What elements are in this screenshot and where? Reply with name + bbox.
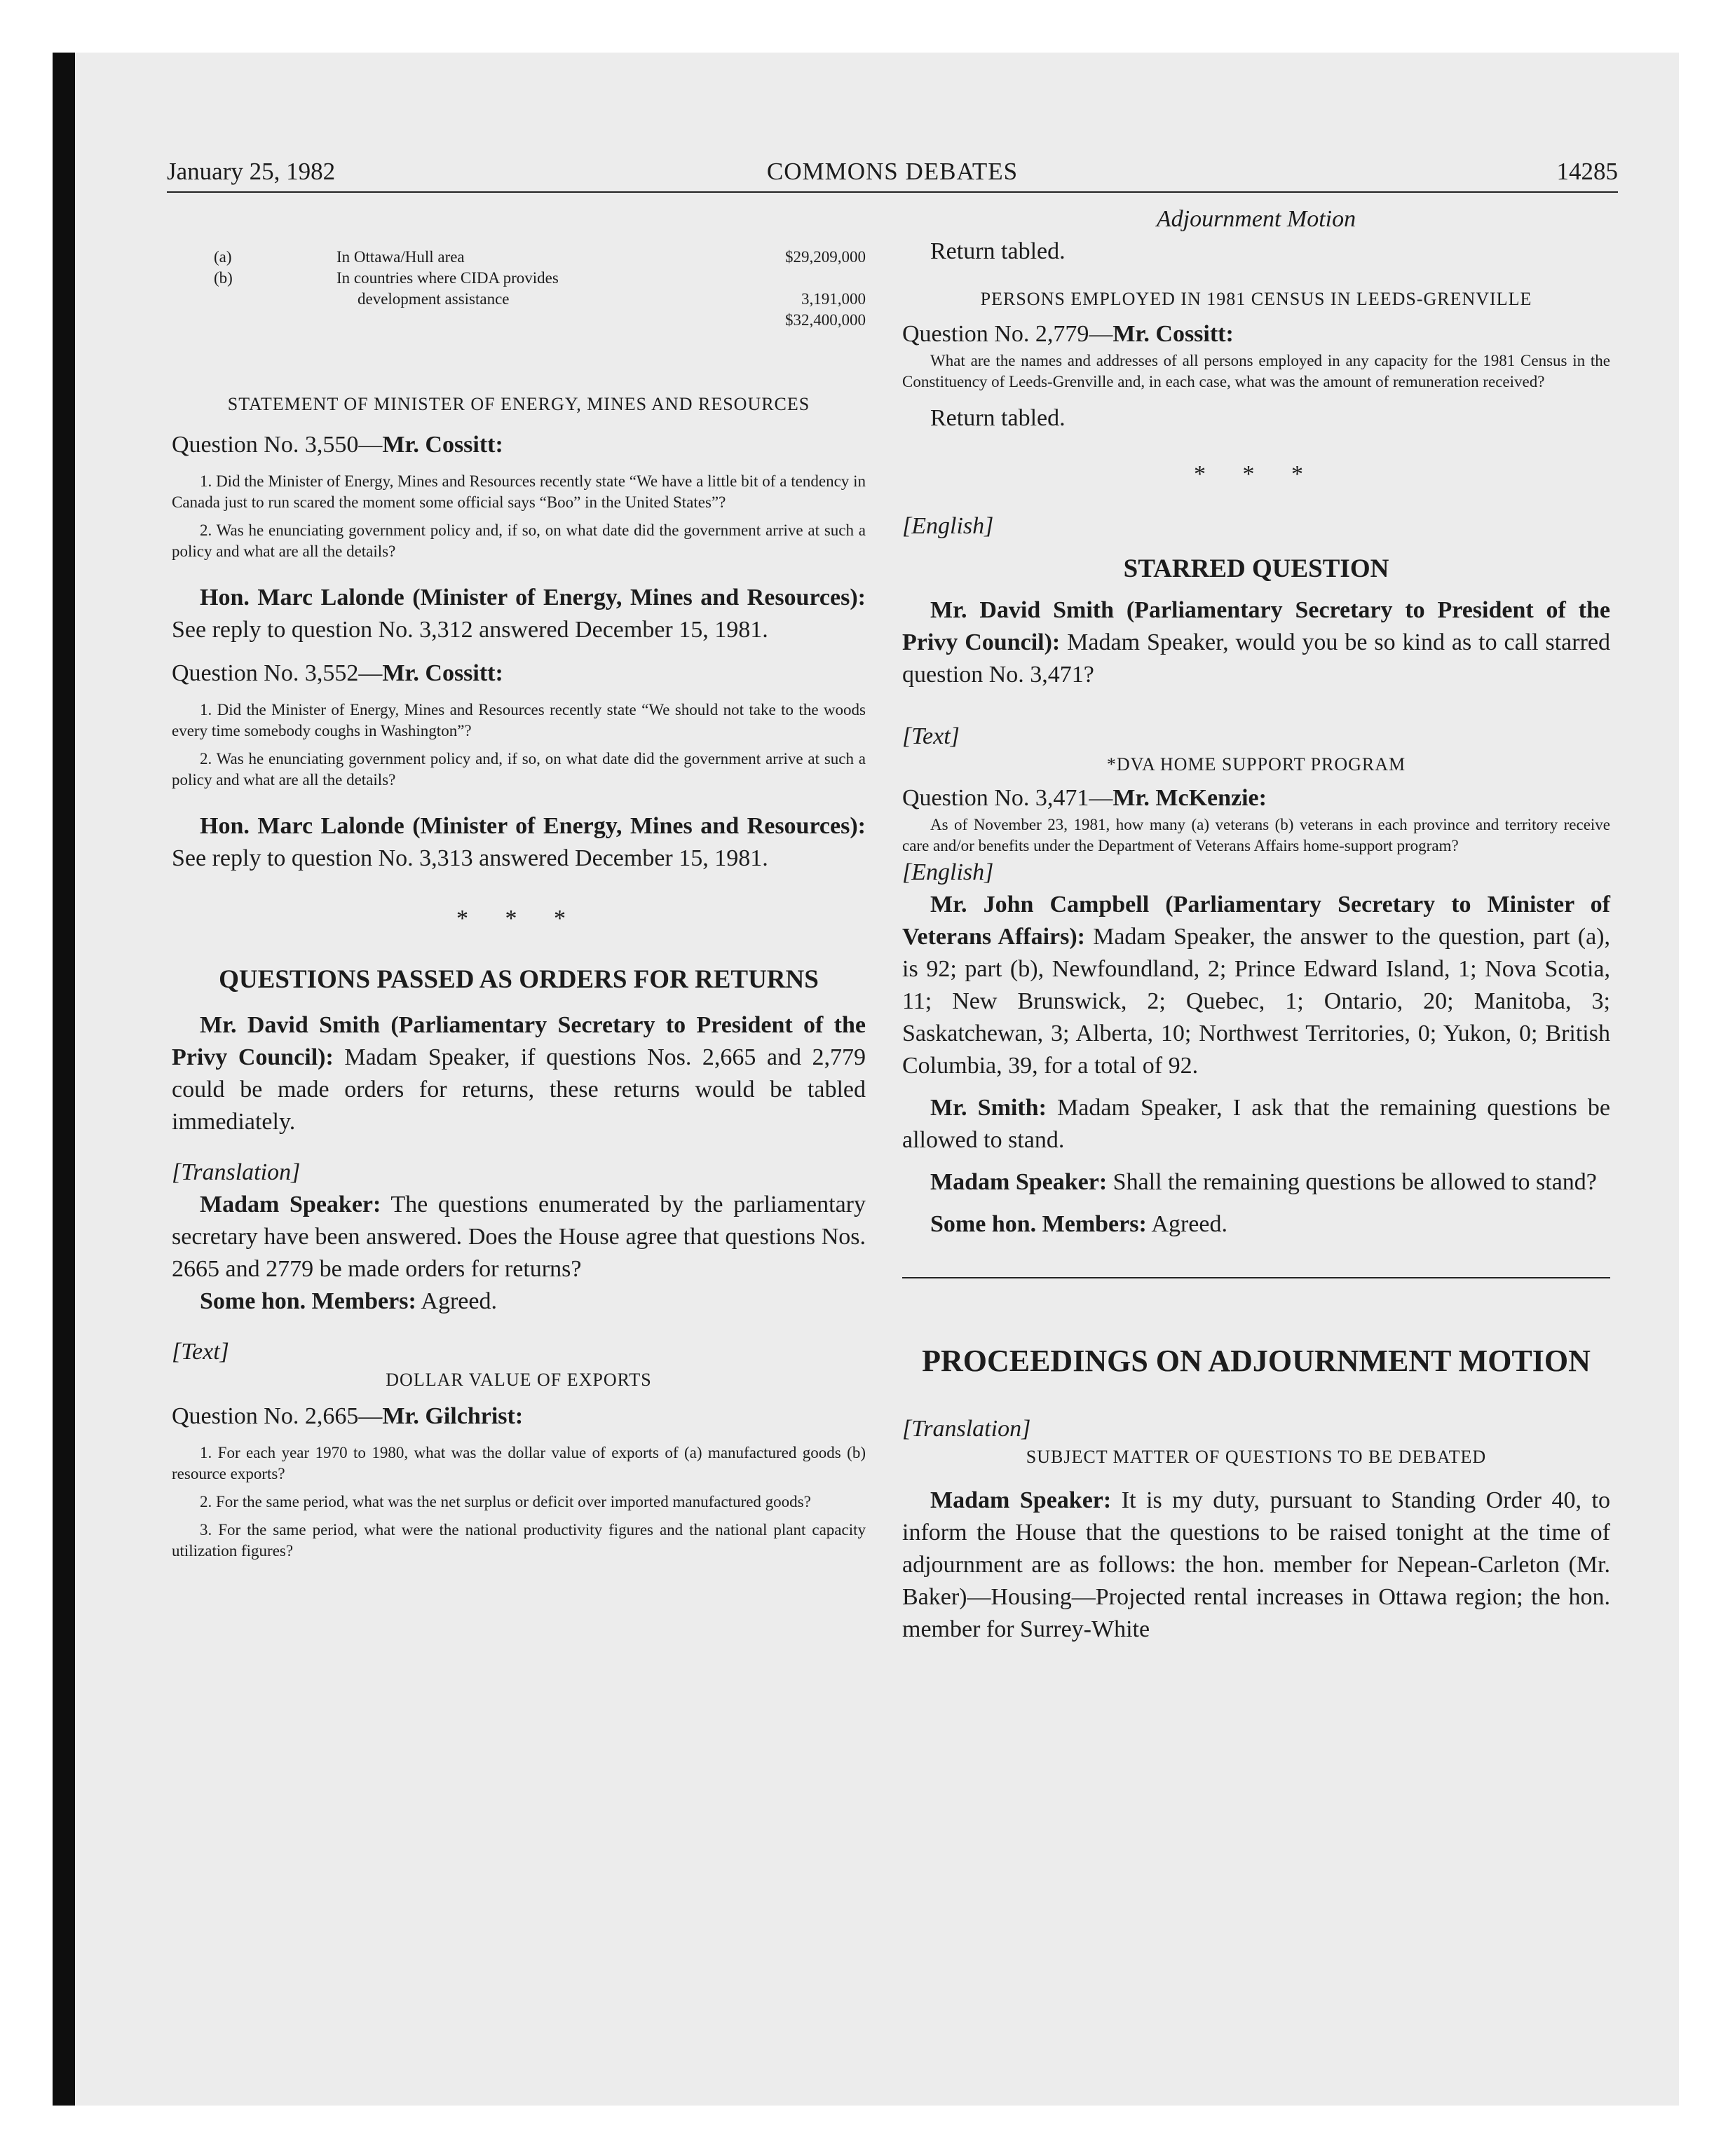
item-amount bbox=[705, 268, 866, 289]
statement-heading: STATEMENT OF MINISTER OF ENERGY, MINES AND RESOURCES bbox=[227, 394, 810, 414]
campbell-answer bbox=[902, 889, 1610, 1082]
speaker-statement bbox=[172, 1189, 866, 1285]
answer-text: See reply to question No. 3,313 answered December 15, 1981. bbox=[172, 845, 768, 871]
speaker-name: Mr. Smith: bbox=[930, 1095, 1047, 1121]
speaker-name: Some hon. Members: bbox=[930, 1211, 1147, 1237]
question-2665-part-2: 2. For the same period, what was the net surplus or deficit over imported manufactured goods? bbox=[200, 1493, 811, 1510]
question-3552-heading bbox=[172, 657, 866, 690]
speaker-name: Madam Speaker: bbox=[930, 1169, 1108, 1195]
speech-text: Madam Speaker, I ask that the remaining questions be allowed to stand. bbox=[902, 1095, 1611, 1153]
answer-3550 bbox=[172, 582, 866, 646]
section-separator-stars: * * * bbox=[1194, 461, 1319, 487]
question-2665-part-1: 1. For each year 1970 to 1980, what was the dollar value of exports of (a) manufactured goods (b) resource exports? bbox=[172, 1444, 866, 1482]
speech-text: Shall the remaining questions be allowed to stand? bbox=[1107, 1169, 1597, 1195]
exports-heading: DOLLAR VALUE OF EXPORTS bbox=[386, 1370, 652, 1390]
question-member: Mr. Gilchrist: bbox=[382, 1403, 524, 1429]
speech-text: Madam Speaker, if questions Nos. 2,665 and 2,779 could be made orders for returns, these returns would be tabled immediately. bbox=[172, 1044, 866, 1135]
subject-heading: SUBJECT MATTER OF QUESTIONS TO BE DEBATED bbox=[1026, 1447, 1487, 1467]
item-text: development assistance bbox=[358, 290, 510, 308]
speaker-name: Mr. John Campbell (Parliamentary Secretary to Minister of Veterans Affairs): bbox=[902, 892, 1610, 950]
smith-statement bbox=[172, 1009, 866, 1138]
speaker-name: Madam Speaker: bbox=[930, 1487, 1112, 1513]
question-3550-heading bbox=[172, 429, 866, 461]
speaker-name: Madam Speaker: bbox=[200, 1192, 381, 1217]
question-3550-part-1: 1. Did the Minister of Energy, Mines and Resources recently state “We have a little bit of a tendency in Canada just to run scared the moment some official says “Boo” in the United States”? bbox=[172, 472, 866, 511]
section-separator-stars: * * * bbox=[456, 906, 581, 932]
speaker-announcement bbox=[902, 1485, 1610, 1646]
header-title: COMMONS DEBATES bbox=[766, 158, 1019, 185]
right-column bbox=[902, 203, 1610, 1646]
answer-text: See reply to question No. 3,312 answered December 15, 1981. bbox=[172, 617, 768, 643]
table-row bbox=[172, 289, 866, 310]
running-head: Adjournment Motion bbox=[1156, 206, 1356, 232]
table-row bbox=[172, 268, 866, 289]
return-tabled: Return tabled. bbox=[930, 238, 1066, 264]
item-text: In Ottawa/Hull area bbox=[336, 248, 465, 266]
amounts-table bbox=[172, 247, 866, 310]
table-row bbox=[172, 247, 866, 268]
question-2779-text: What are the names and addresses of all persons employed in any capacity for the 1981 Census in the Constituency of Leeds-Grenville and, in each case, what was the amount of remuneration received? bbox=[902, 352, 1610, 390]
question-3471-text: As of November 23, 1981, how many (a) veterans (b) veterans in each province and territory receive care and/or benefits under the Department of Veterans Affairs home-support program? bbox=[902, 816, 1610, 854]
speech-text: The questions enumerated by the parliamentary secretary have been answered. Does the House agree that questions Nos. 2665 and 2779 be made orders for returns? bbox=[172, 1192, 866, 1282]
english-tag: [English] bbox=[902, 513, 994, 539]
item-amount: 3,191,000 bbox=[801, 290, 866, 308]
items-total: $32,400,000 bbox=[785, 311, 866, 329]
translation-tag: [Translation] bbox=[902, 1416, 1031, 1442]
speaker-question bbox=[902, 1166, 1610, 1199]
item-label: (a) bbox=[214, 248, 232, 266]
page-header bbox=[167, 156, 1618, 193]
speech-text: Agreed. bbox=[1146, 1211, 1227, 1237]
question-number: Question No. 3,471— bbox=[902, 785, 1113, 811]
header-date: January 25, 1982 bbox=[167, 158, 336, 185]
starred-heading: STARRED QUESTION bbox=[1123, 554, 1389, 583]
answer-speaker: Hon. Marc Lalonde (Minister of Energy, Mines and Resources): bbox=[200, 813, 866, 839]
question-2665-part-3: 3. For the same period, what were the national productivity figures and the national plant capacity utilization figures? bbox=[172, 1521, 866, 1560]
section-heading: QUESTIONS PASSED AS ORDERS FOR RETURNS bbox=[219, 965, 819, 994]
speaker-name: Mr. David Smith (Parliamentary Secretary to President of the Privy Council): bbox=[172, 1012, 866, 1070]
smith-request bbox=[902, 594, 1610, 691]
question-2665-heading bbox=[172, 1400, 866, 1433]
text-tag: [Text] bbox=[172, 1339, 229, 1365]
item-label bbox=[172, 289, 336, 310]
text-tag: [Text] bbox=[902, 723, 960, 749]
question-3471-heading bbox=[902, 782, 1610, 814]
speaker-name: Mr. David Smith (Parliamentary Secretary to President of the Privy Council): bbox=[902, 597, 1610, 655]
question-3552-part-2: 2. Was he enunciating government policy and, if so, on what date did the government arrive at such a policy and what are all the details? bbox=[172, 750, 866, 789]
question-3552-part-1: 1. Did the Minister of Energy, Mines and Resources recently state “We should not take to the woods every time somebody coughs in Washington”? bbox=[172, 701, 866, 739]
proceedings-heading: PROCEEDINGS ON ADJOURNMENT MOTION bbox=[922, 1344, 1591, 1378]
question-3550-part-2: 2. Was he enunciating government policy and, if so, on what date did the government arrive at such a policy and what are all the details? bbox=[172, 521, 866, 560]
question-member: Mr. Cossitt: bbox=[1113, 321, 1234, 347]
members-response bbox=[172, 1285, 866, 1318]
question-member: Mr. Cossitt: bbox=[382, 432, 503, 458]
question-member: Mr. Cossitt: bbox=[382, 660, 503, 686]
question-number: Question No. 2,779— bbox=[902, 321, 1113, 347]
translation-tag: [Translation] bbox=[172, 1159, 301, 1185]
speech-text: Agreed. bbox=[416, 1288, 497, 1314]
members-response bbox=[902, 1208, 1610, 1241]
left-column bbox=[172, 203, 866, 1562]
persons-heading: PERSONS EMPLOYED IN 1981 CENSUS IN LEEDS-GRENVILLE bbox=[980, 289, 1532, 309]
question-number: Question No. 3,552— bbox=[172, 660, 383, 686]
speaker-name: Some hon. Members: bbox=[200, 1288, 416, 1314]
header-page-number: 14285 bbox=[1556, 158, 1618, 185]
item-text: In countries where CIDA provides bbox=[336, 269, 559, 287]
question-2779-heading bbox=[902, 318, 1610, 350]
question-number: Question No. 2,665— bbox=[172, 1403, 383, 1429]
question-member: Mr. McKenzie: bbox=[1113, 785, 1267, 811]
return-tabled: Return tabled. bbox=[930, 405, 1066, 431]
speech-text: Madam Speaker, would you be so kind as to call starred question No. 3,471? bbox=[902, 629, 1610, 688]
smith-motion bbox=[902, 1092, 1610, 1157]
question-number: Question No. 3,550— bbox=[172, 432, 383, 458]
speech-text: It is my duty, pursuant to Standing Order 40, to inform the House that the questions to be raised tonight at the time of adjournment are as follows: the hon. member for Nepean-Carleton (Mr. Baker)—Housing—Projected rental increases in Ottawa region; the hon. member for Surrey-White bbox=[902, 1487, 1610, 1642]
answer-speaker: Hon. Marc Lalonde (Minister of Energy, Mines and Resources): bbox=[200, 585, 866, 610]
answer-3552 bbox=[172, 810, 866, 875]
item-label: (b) bbox=[214, 269, 233, 287]
speech-text: Madam Speaker, the answer to the question, part (a), is 92; part (b), Newfoundland, 2; Prince Edward Island, 1; Nova Scotia, 11; New Brunswick, 2; Quebec, 1; Ontario, 20; Manitoba, 3; Saskatchewan, 3; Alberta, 10; Northwest Territories, 0; Yukon, 0; British Columbia, 39, for a total of 92. bbox=[902, 924, 1611, 1079]
item-amount: $29,209,000 bbox=[785, 248, 866, 266]
dva-heading: *DVA HOME SUPPORT PROGRAM bbox=[1106, 754, 1406, 775]
english-tag: [English] bbox=[902, 859, 994, 885]
